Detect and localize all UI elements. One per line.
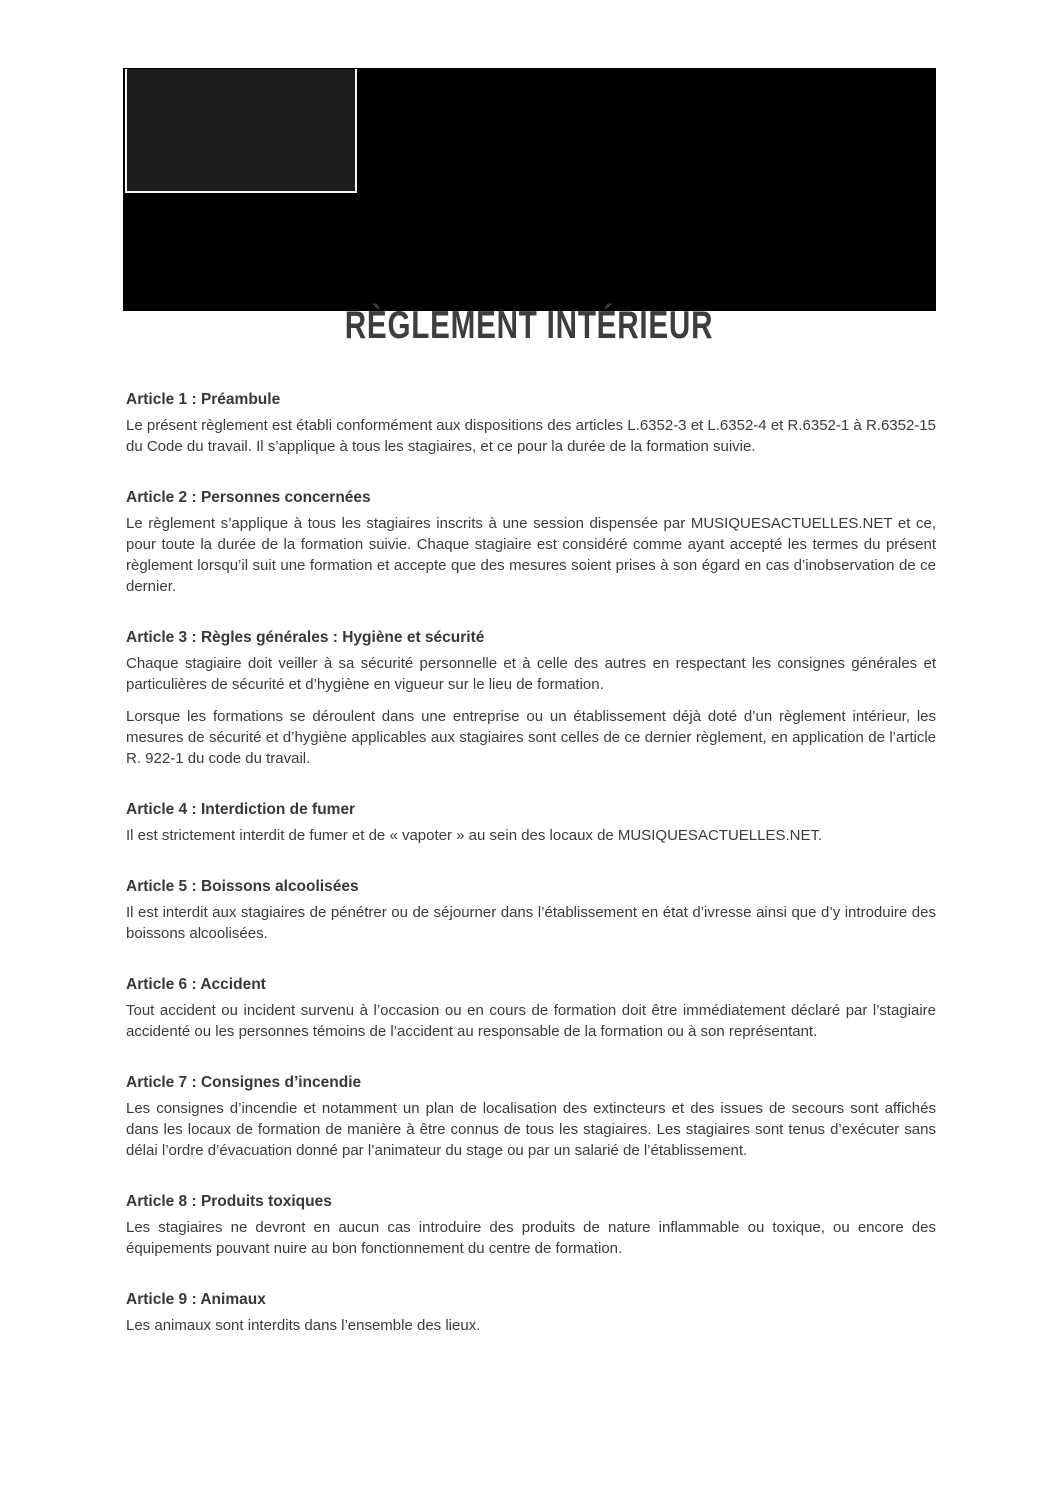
article-3-paragraph-1: Chaque stagiaire doit veiller à sa sécurité personnelle et à celle des autres en respectant les consignes générales et particulières de sécurité et d’hygiène en vigueur sur le lieu de formation. <box>126 655 936 693</box>
article-3-heading: Article 3 : Règles générales : Hygiène et sécurité <box>126 629 485 646</box>
article-7-heading: Article 7 : Consignes d’incendie <box>126 1074 362 1091</box>
article-5-heading: Article 5 : Boissons alcoolisées <box>126 878 359 895</box>
articles-container <box>126 389 936 1366</box>
article-6-paragraph: Tout accident ou incident survenu à l’occasion ou en cours de formation doit être immédiatement déclaré par l’stagiaire accidenté ou les personnes témoins de l’accident au responsable de la formation ou à son représentant. <box>126 1002 936 1040</box>
article-9-paragraph: Les animaux sont interdits dans l’ensemble des lieux. <box>126 1317 481 1334</box>
article-5 <box>126 876 936 944</box>
article-5-paragraph: Il est interdit aux stagiaires de pénétrer ou de séjourner dans l’établissement en état d’ivresse ainsi que d’y introduire des boissons alcoolisées. <box>126 904 936 942</box>
article-2-heading: Article 2 : Personnes concernées <box>126 489 371 506</box>
article-4-heading: Article 4 : Interdiction de fumer <box>126 801 356 818</box>
article-9-heading: Article 9 : Animaux <box>126 1291 266 1308</box>
document-title: RÈGLEMENT INTÉRIEUR <box>344 304 714 347</box>
article-7-paragraph: Les consignes d’incendie et notamment un plan de localisation des extincteurs et des issues de secours sont affichés dans les locaux de formation de manière à être connus de tous les stagiaires. Les stagiaires sont tenus d’exécuter sans délai l’ordre d’évacuation donné par l’animateur du stage ou par un salarié de l’établissement. <box>126 1100 936 1159</box>
redacted-logo-box <box>125 69 357 193</box>
article-1 <box>126 389 936 457</box>
article-9 <box>126 1289 936 1336</box>
article-6 <box>126 974 936 1042</box>
article-1-paragraph: Le présent règlement est établi conformément aux dispositions des articles L.6352-3 et L.6352-4 et R.6352-1 à R.6352-15 du Code du travail. Il s’applique à tous les stagiaires, et ce pour la durée de la formation suivie. <box>126 417 936 455</box>
article-1-heading: Article 1 : Préambule <box>126 391 281 408</box>
article-8-heading: Article 8 : Produits toxiques <box>126 1193 332 1210</box>
article-8-paragraph: Les stagiaires ne devront en aucun cas introduire des produits de nature inflammable ou toxique, ou encore des équipements pouvant nuire au bon fonctionnement du centre de formation. <box>126 1219 936 1257</box>
redacted-header-block <box>123 68 936 311</box>
article-3-paragraph-2: Lorsque les formations se déroulent dans une entreprise ou un établissement déjà doté d’un règlement intérieur, les mesures de sécurité et d’hygiène applicables aux stagiaires sont celles de ce dernier règlement, en application de l’article R. 922-1 du code du travail. <box>126 708 936 767</box>
article-4 <box>126 799 936 846</box>
article-2-paragraph: Le règlement s’applique à tous les stagiaires inscrits à une session dispensée par MUSIQUESACTUELLES.NET et ce, pour toute la durée de la formation suivie. Chaque stagiaire est considéré comme ayant accepté les termes du présent règlement lorsqu’il suit une formation et accepte que des mesures soient prises à son égard en cas d’inobservation de ce dernier. <box>126 515 936 595</box>
article-7 <box>126 1072 936 1161</box>
article-2 <box>126 487 936 597</box>
article-3 <box>126 627 936 769</box>
article-6-heading: Article 6 : Accident <box>126 976 266 993</box>
article-4-paragraph: Il est strictement interdit de fumer et de « vapoter » au sein des locaux de MUSIQUESACTUELLES.NET. <box>126 827 823 844</box>
article-8 <box>126 1191 936 1259</box>
